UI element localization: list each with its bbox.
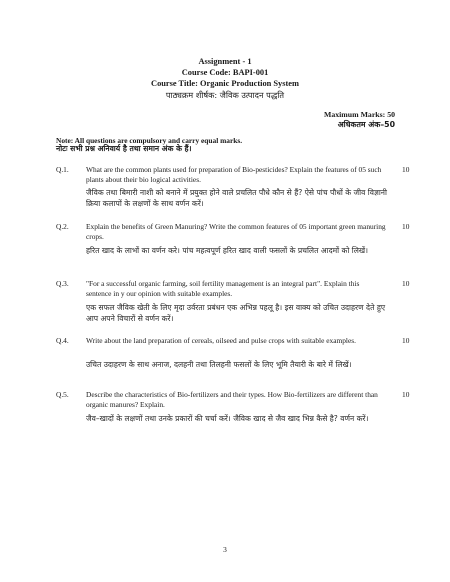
maximum-marks: Maximum Marks: 50 [323, 110, 395, 119]
question-number: Q.2. [56, 222, 69, 231]
course-title-hindi: पाठ्यक्रम शीर्षक: जैविक उत्पादन पद्धति [165, 90, 285, 100]
question-text-english: Write about the land preparation of cereals, oilseed and pulse crops with suitable examples. [86, 336, 356, 345]
question-number: Q.4. [56, 336, 69, 345]
question-text-english: Describe the characteristics of Bio-fertilizers and their types. How Bio-fertilizers are different than organic manures? Explain. [86, 390, 378, 409]
course-code: Course Code: BAPI-001 [181, 68, 269, 77]
question-marks: 10 [402, 165, 410, 174]
question-marks: 10 [402, 279, 410, 288]
question-text-hindi: उचित उदाहरण के साथ अनाज, दलहनी तथा तिलहनी फसलों के लिए भूमि तैयारी के बारे में लिखें। [86, 360, 352, 369]
question-number: Q.1. [56, 165, 69, 174]
question-number: Q.5. [56, 390, 69, 399]
question-text-hindi: जैविक तथा बिमारी नाशी को बनाने में प्रयुक्त होने वाले प्रचलित पौधे कौन से हैं? ऐसे पांच पौधों के जीव विज्ञानी क्रिया कलापों के लक्षणों के साथ वर्णन करें। [86, 188, 387, 208]
question-marks: 10 [402, 390, 410, 399]
note-hindi: नोटः सभी प्रश्न अनिवार्य है तथा समान अंक के हैं। [56, 144, 192, 153]
question-text-hindi: हरित खाद के लाभों का वर्णन करे। पांच महत्वपूर्ण हरित खाद वाली फसलों के प्रचलित आदमों को लिखें। [86, 246, 368, 255]
question-text-hindi: एक सफल जैविक खेती के लिए मृदा उर्वरता प्रबंधन एक अभिन्न पहलू है। इस वाक्य को उचित उदाहरण देते हुए आप अपने विचारों से वर्णन करें। [86, 303, 386, 323]
question-text-english: "For a successful organic farming, soil fertility management is an integral part". Explain this sentence in y our opinion with suitable examples. [86, 279, 360, 298]
course-title: Course Title: Organic Production System [151, 79, 299, 88]
question-text-english: Explain the benefits of Green Manuring? Write the common features of 05 important green manuring crops. [86, 222, 386, 241]
question-text-hindi: जैव–खादों के लक्षणों तथा उनके प्रकारों की चर्चा करें। जैविक खाद से जैव खाद भिन्न कैसे है? वर्णन करें। [86, 414, 369, 423]
question-number: Q.3. [56, 279, 69, 288]
maximum-marks-hindi: अधिकतम अंक–50 [337, 120, 395, 129]
assignment-heading: Assignment - 1 [198, 57, 252, 66]
page-number: 3 [223, 545, 227, 554]
question-marks: 10 [402, 222, 410, 231]
question-text-english: What are the common plants used for preparation of Bio-pesticides? Explain the features of 05 such plants about their bio logical activities. [86, 165, 382, 184]
note-english: Note: All questions are compulsory and carry equal marks. [56, 136, 243, 145]
question-marks: 10 [402, 336, 410, 345]
